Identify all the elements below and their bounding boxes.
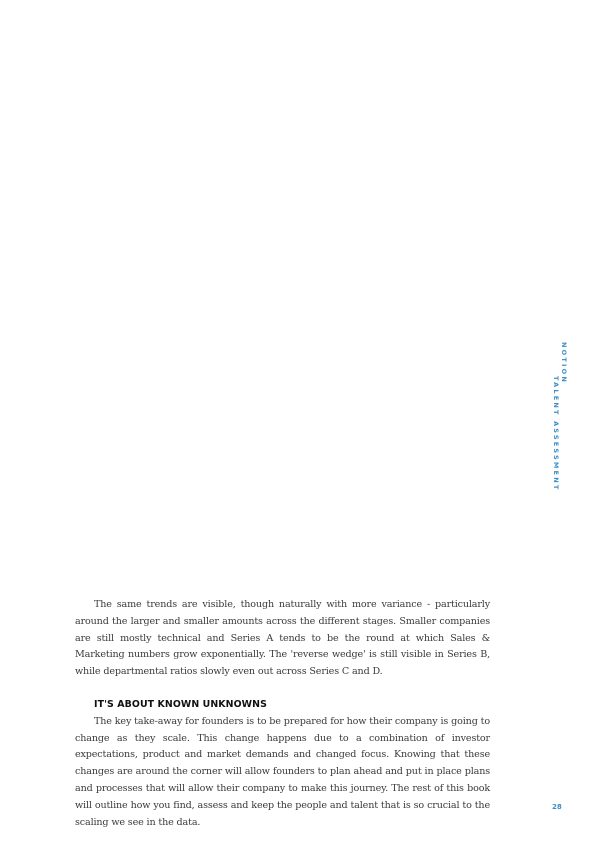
paragraph-takeaway: The key take-away for founders is to be prepared for how their company is going to change as they scale. This change happens due to a combination of investor expectations, product and market demands and changed focus. Knowing that these changes are around the corner will allow founders to plan ahead and put in place plans and processes that will allow their company to make this journey. The rest of this book will outline how you find, assess and keep the people and talent that is so crucial to the scaling we see in the data.	[75, 715, 490, 828]
side-running-header	[552, 342, 568, 491]
section-label: TALENT ASSESSMENT	[552, 376, 560, 492]
paragraph-trends: The same trends are visible, though naturally with more variance - particularly around the larger and smaller amounts across the different stages. Smaller companies are still mostly technical and Series A tends to be the round at which Sales & Marketing numbers grow exponentially. The 'reverse wedge' is still visible in Series B, while departmental ratios slowly even out across Series C and D.	[75, 599, 490, 678]
brand-label: NOTION	[560, 342, 568, 384]
page-number: 28	[552, 803, 562, 811]
section-heading: IT'S ABOUT KNOWN UNKNOWNS	[94, 698, 267, 710]
article-body	[75, 597, 490, 831]
